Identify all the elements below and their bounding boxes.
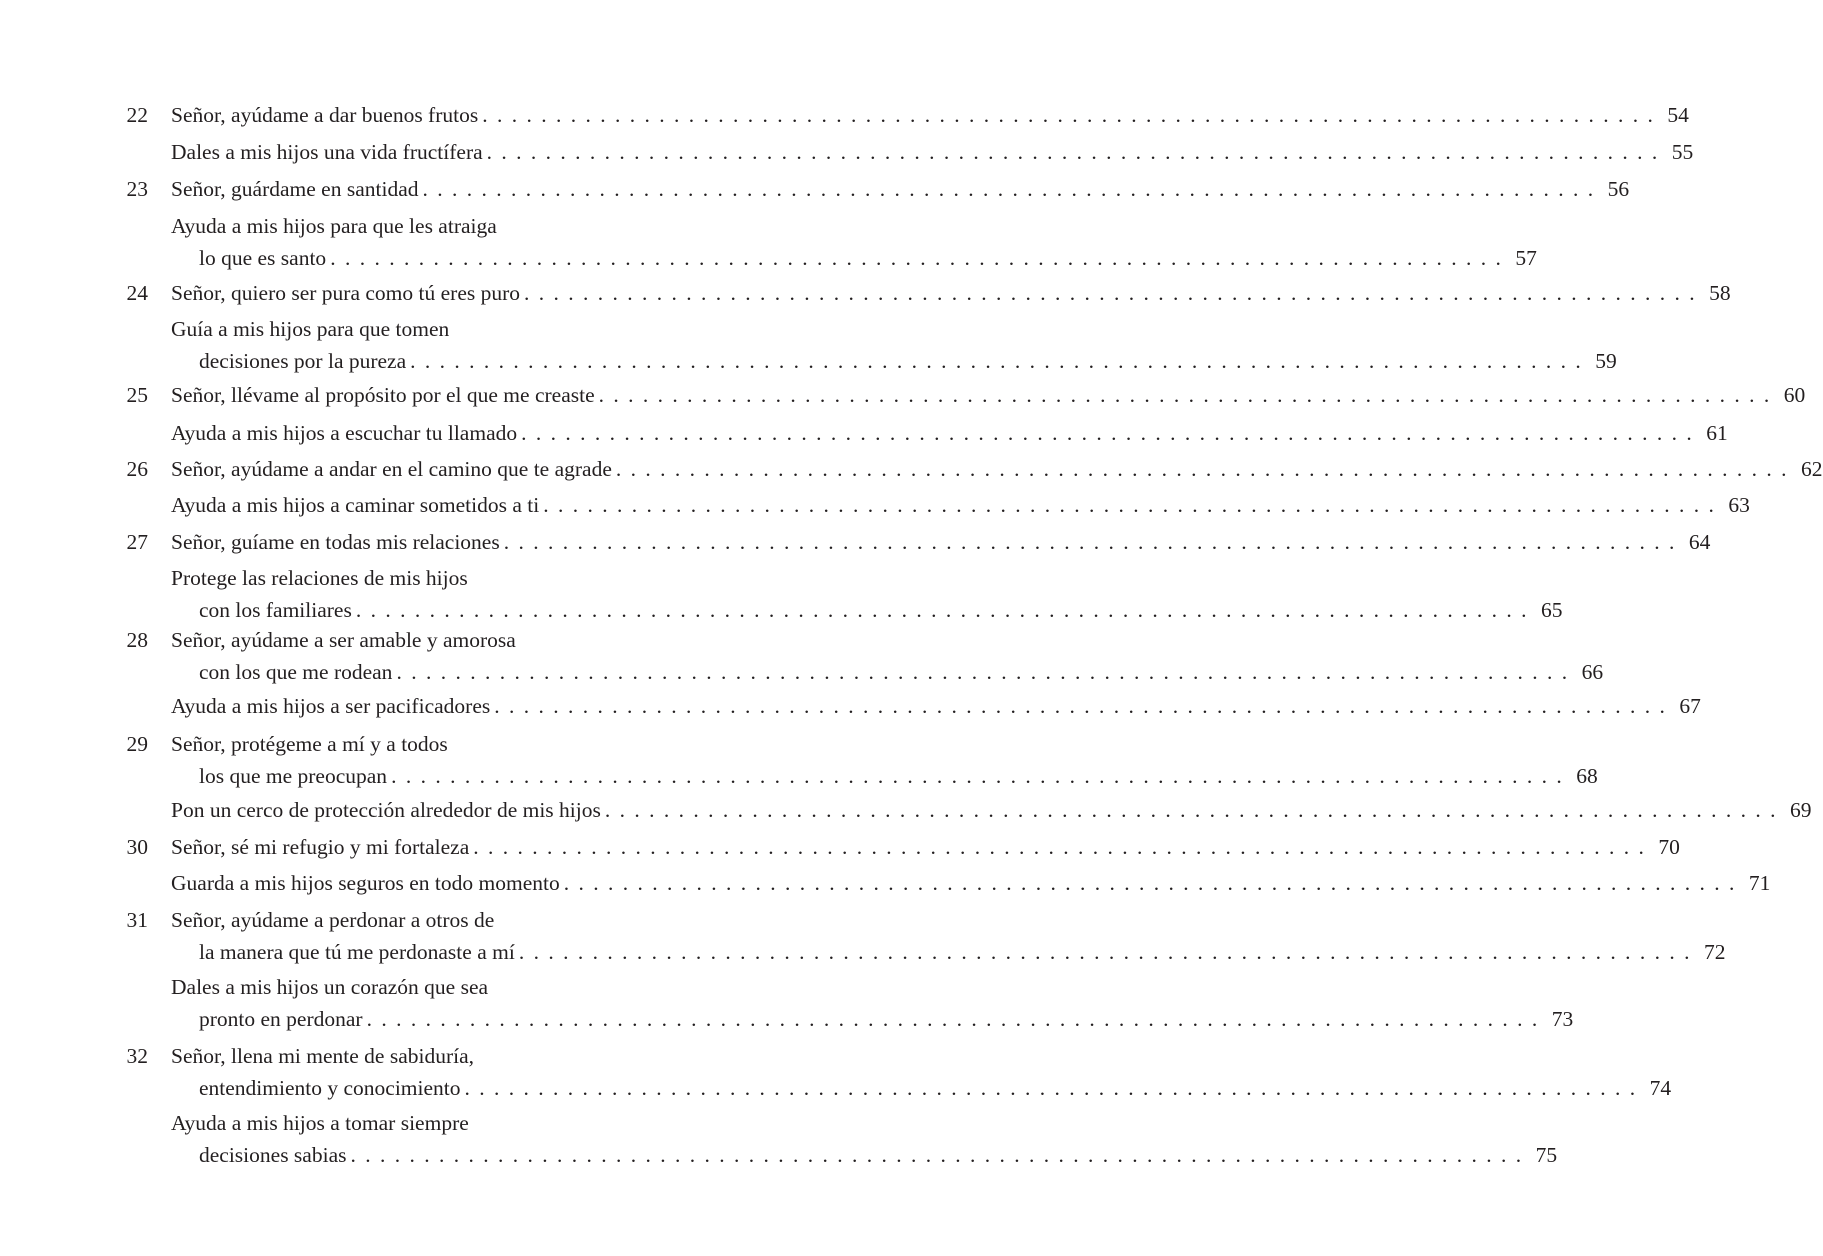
entry-title: pronto en perdonar xyxy=(199,1007,363,1031)
toc-entry-line xyxy=(199,243,1537,273)
toc-entry-line xyxy=(199,657,1604,687)
page-number: 71 xyxy=(1748,871,1771,895)
dot-leader: . . . . . . . . . . . . . . . . . . . . . . . . . . . . . . . . . . . . . . . . . . . . . . . . . . . . . . . . . . . . . . . . . . . . . . . . . . . . . . . . xyxy=(503,530,1677,554)
entry-title: Ayuda a mis hijos para que les atraiga xyxy=(171,214,497,238)
toc-entry-line xyxy=(171,314,708,344)
toc-entry-line xyxy=(171,729,708,759)
entry-title: Ayuda a mis hijos a escuchar tu llamado xyxy=(171,421,518,445)
dot-leader: . . . . . . . . . . . . . . . . . . . . . . . . . . . . . . . . . . . . . . . . . . . . . . . . . . . . . . . . . . . . . . . . . . . . . . . . . . . . . . . . xyxy=(464,1076,1638,1100)
dot-leader: . . . . . . . . . . . . . . . . . . . . . . . . . . . . . . . . . . . . . . . . . . . . . . . . . . . . . . . . . . . . . . . . . . . . . . . . . . . . . . . . xyxy=(518,940,1692,964)
page-number: 67 xyxy=(1679,694,1701,718)
entry-title: la manera que tú me perdonaste a mí xyxy=(199,940,515,964)
dot-leader: . . . . . . . . . . . . . . . . . . . . . . . . . . . . . . . . . . . . . . . . . . . . . . . . . . . . . . . . . . . . . . . . . . . . . . . . . . . . . . . . xyxy=(521,421,1694,445)
page-number: 69 xyxy=(1790,798,1812,822)
entry-title: Señor, llévame al propósito por el que me creaste xyxy=(171,383,595,407)
toc-entry-line xyxy=(171,278,1731,308)
toc-entry-line xyxy=(171,100,1689,130)
toc-entry-line xyxy=(171,563,708,593)
entry-title: entendimiento y conocimiento xyxy=(199,1076,461,1100)
dot-leader: . . . . . . . . . . . . . . . . . . . . . . . . . . . . . . . . . . . . . . . . . . . . . . . . . . . . . . . . . . . . . . . . . . . . . . . . . . . . . . . . xyxy=(486,140,1660,164)
toc-entry-line xyxy=(171,868,1771,898)
entry-title: Ayuda a mis hijos a ser pacificadores xyxy=(171,694,491,718)
entry-title: con los familiares xyxy=(199,598,352,622)
dot-leader: . . . . . . . . . . . . . . . . . . . . . . . . . . . . . . . . . . . . . . . . . . . . . . . . . . . . . . . . . . . . . . . . . . . . . . . . . . . . . . . . xyxy=(330,246,1503,270)
page-number: 70 xyxy=(1658,835,1680,859)
dot-leader: . . . . . . . . . . . . . . . . . . . . . . . . . . . . . . . . . . . . . . . . . . . . . . . . . . . . . . . . . . . . . . . . . . . . . . . . . . . . . . . . xyxy=(598,383,1772,407)
dot-leader: . . . . . . . . . . . . . . . . . . . . . . . . . . . . . . . . . . . . . . . . . . . . . . . . . . . . . . . . . . . . . . . . . . . . . . . . . . . . . . . . xyxy=(494,694,1667,718)
entry-number: 23 xyxy=(126,177,148,201)
toc-entry-line xyxy=(171,1041,708,1071)
dot-leader: . . . . . . . . . . . . . . . . . . . . . . . . . . . . . . . . . . . . . . . . . . . . . . . . . . . . . . . . . . . . . . . . . . . . . . . . . . . . . . . . xyxy=(482,103,1655,127)
entry-title: Dales a mis hijos un corazón que sea xyxy=(171,975,489,999)
toc-entry-line xyxy=(199,1140,1558,1170)
dot-leader: . . . . . . . . . . . . . . . . . . . . . . . . . . . . . . . . . . . . . . . . . . . . . . . . . . . . . . . . . . . . . . . . . . . . . . . . . . . . . . . . xyxy=(391,764,1564,788)
dot-leader: . . . . . . . . . . . . . . . . . . . . . . . . . . . . . . . . . . . . . . . . . . . . . . . . . . . . . . . . . . . . . . . . . . . . . . . . . . . . . . . . xyxy=(422,177,1596,201)
toc-entry-line xyxy=(199,595,1563,625)
entry-title: Señor, ayúdame a perdonar a otros de xyxy=(171,908,495,932)
toc-entry-line xyxy=(171,137,1694,167)
page-number: 61 xyxy=(1706,421,1728,445)
dot-leader: . . . . . . . . . . . . . . . . . . . . . . . . . . . . . . . . . . . . . . . . . . . . . . . . . . . . . . . . . . . . . . . . . . . . . . . . . . . . . . . . xyxy=(473,835,1646,859)
entry-title: decisiones sabias xyxy=(199,1143,347,1167)
toc-entry-line xyxy=(171,174,1630,204)
toc-entry-line xyxy=(199,1004,1574,1034)
dot-leader: . . . . . . . . . . . . . . . . . . . . . . . . . . . . . . . . . . . . . . . . . . . . . . . . . . . . . . . . . . . . . . . . . . . . . . . . . . . . . . . . xyxy=(563,871,1737,895)
page-number: 63 xyxy=(1728,493,1750,517)
page-number: 74 xyxy=(1649,1076,1672,1100)
dot-leader: . . . . . . . . . . . . . . . . . . . . . . . . . . . . . . . . . . . . . . . . . . . . . . . . . . . . . . . . . . . . . . . . . . . . . . . . . . . . . . . . xyxy=(396,660,1570,684)
page-number: 58 xyxy=(1709,281,1731,305)
toc-entry-line xyxy=(171,418,1728,448)
page-number: 66 xyxy=(1581,660,1604,684)
entry-number: 25 xyxy=(126,383,148,407)
entry-number: 30 xyxy=(126,835,148,859)
entry-number: 27 xyxy=(126,530,148,554)
toc-entry-line xyxy=(199,937,1726,967)
page-number: 72 xyxy=(1703,940,1726,964)
page-number: 54 xyxy=(1667,103,1689,127)
toc-entry-line xyxy=(171,380,1806,410)
entry-number: 32 xyxy=(126,1044,148,1068)
page-number: 57 xyxy=(1515,246,1537,270)
toc-entry-line xyxy=(171,795,1812,825)
dot-leader: . . . . . . . . . . . . . . . . . . . . . . . . . . . . . . . . . . . . . . . . . . . . . . . . . . . . . . . . . . . . . . . . . . . . . . . . . . . . . . . . xyxy=(366,1007,1540,1031)
toc-entry-line xyxy=(171,527,1711,557)
dot-leader: . . . . . . . . . . . . . . . . . . . . . . . . . . . . . . . . . . . . . . . . . . . . . . . . . . . . . . . . . . . . . . . . . . . . . . . . . . . . . . . . xyxy=(615,457,1789,481)
page-number: 68 xyxy=(1576,764,1598,788)
entry-title: Dales a mis hijos una vida fructífera xyxy=(171,140,483,164)
entry-title: lo que es santo xyxy=(199,246,327,270)
toc-entry-line xyxy=(199,346,1617,376)
page-number: 73 xyxy=(1551,1007,1574,1031)
entry-title: Señor, ayúdame a ser amable y amorosa xyxy=(171,628,516,652)
entry-title: Señor, guárdame en santidad xyxy=(171,177,419,201)
entry-title: Ayuda a mis hijos a tomar siempre xyxy=(171,1111,469,1135)
entry-title: Señor, ayúdame a dar buenos frutos xyxy=(171,103,479,127)
toc-entry-line xyxy=(171,905,708,935)
entry-title: Señor, sé mi refugio y mi fortaleza xyxy=(171,835,470,859)
toc-entry-line xyxy=(171,972,708,1002)
entry-title: Protege las relaciones de mis hijos xyxy=(171,566,468,590)
entry-title: Señor, llena mi mente de sabiduría, xyxy=(171,1044,475,1068)
toc-entry-line xyxy=(171,625,708,655)
entry-title: Guía a mis hijos para que tomen xyxy=(171,317,450,341)
entry-title: Señor, guíame en todas mis relaciones xyxy=(171,530,500,554)
dot-leader: . . . . . . . . . . . . . . . . . . . . . . . . . . . . . . . . . . . . . . . . . . . . . . . . . . . . . . . . . . . . . . . . . . . . . . . . . . . . . . . . xyxy=(355,598,1529,622)
entry-title: con los que me rodean xyxy=(199,660,393,684)
entry-title: Señor, protégeme a mí y a todos xyxy=(171,732,448,756)
toc-entry-line xyxy=(199,761,1598,791)
entry-title: decisiones por la pureza xyxy=(199,349,407,373)
entry-title: Señor, quiero ser pura como tú eres puro xyxy=(171,281,521,305)
entry-number: 24 xyxy=(126,281,148,305)
entry-title: los que me preocupan xyxy=(199,764,388,788)
toc-entry-line xyxy=(171,832,1680,862)
toc-entry-line xyxy=(171,1108,708,1138)
entry-number: 26 xyxy=(126,457,148,481)
entry-number: 31 xyxy=(126,908,148,932)
page-number: 75 xyxy=(1535,1143,1558,1167)
toc-entry-line xyxy=(171,211,708,241)
entry-number: 29 xyxy=(126,732,148,756)
toc-entry-line xyxy=(199,1073,1672,1103)
page-number: 62 xyxy=(1801,457,1823,481)
dot-leader: . . . . . . . . . . . . . . . . . . . . . . . . . . . . . . . . . . . . . . . . . . . . . . . . . . . . . . . . . . . . . . . . . . . . . . . . . . . . . . . . xyxy=(410,349,1583,373)
toc-entry-line xyxy=(171,454,1823,484)
toc-entry-line xyxy=(171,490,1750,520)
page-number: 59 xyxy=(1595,349,1617,373)
page-number: 60 xyxy=(1783,383,1806,407)
entry-number: 22 xyxy=(126,103,148,127)
toc-entry-line xyxy=(171,691,1701,721)
dot-leader: . . . . . . . . . . . . . . . . . . . . . . . . . . . . . . . . . . . . . . . . . . . . . . . . . . . . . . . . . . . . . . . . . . . . . . . . . . . . . . . . xyxy=(524,281,1697,305)
entry-title: Señor, ayúdame a andar en el camino que te agrade xyxy=(171,457,612,481)
page-number: 64 xyxy=(1688,530,1711,554)
page-number: 55 xyxy=(1671,140,1694,164)
dot-leader: . . . . . . . . . . . . . . . . . . . . . . . . . . . . . . . . . . . . . . . . . . . . . . . . . . . . . . . . . . . . . . . . . . . . . . . . . . . . . . . . xyxy=(604,798,1778,822)
entry-title: Ayuda a mis hijos a caminar sometidos a ti xyxy=(171,493,540,517)
page-number: 65 xyxy=(1540,598,1563,622)
dot-leader: . . . . . . . . . . . . . . . . . . . . . . . . . . . . . . . . . . . . . . . . . . . . . . . . . . . . . . . . . . . . . . . . . . . . . . . . . . . . . . . . xyxy=(543,493,1716,517)
entry-number: 28 xyxy=(126,628,148,652)
page-number: 56 xyxy=(1607,177,1630,201)
entry-title: Guarda a mis hijos seguros en todo momento xyxy=(171,871,560,895)
dot-leader: . . . . . . . . . . . . . . . . . . . . . . . . . . . . . . . . . . . . . . . . . . . . . . . . . . . . . . . . . . . . . . . . . . . . . . . . . . . . . . . . xyxy=(350,1143,1524,1167)
entry-title: Pon un cerco de protección alrededor de mis hijos xyxy=(171,798,601,822)
